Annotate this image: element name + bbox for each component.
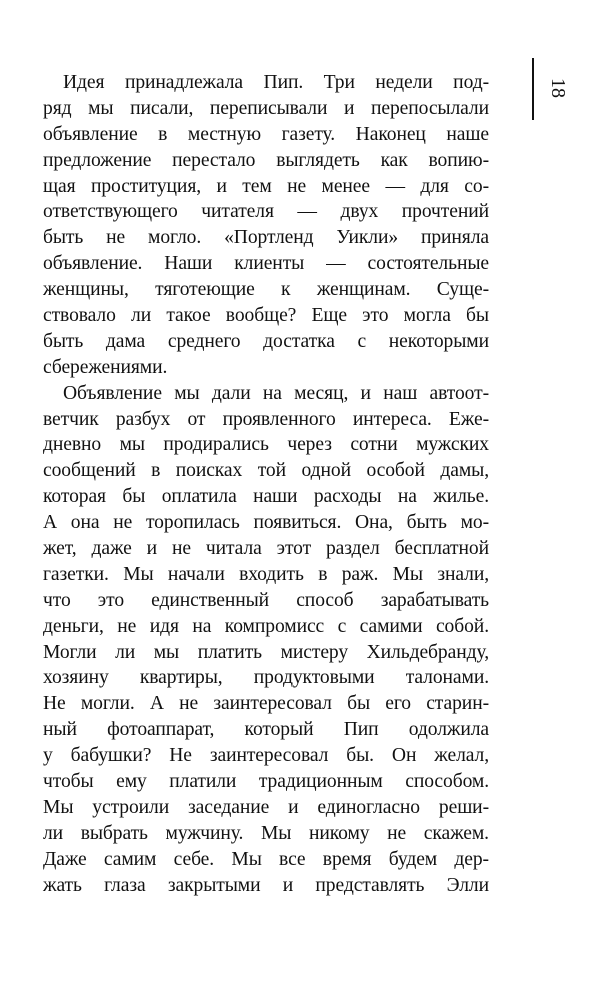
text-line: объявление. Наши клиенты — состоятельные bbox=[43, 253, 489, 275]
text-line: жет, даже и не читала этот раздел бесплатной bbox=[43, 538, 489, 560]
text-line: предложение перестало выглядеть как вопию- bbox=[43, 149, 489, 171]
text-line: женщины, тяготеющие к женщинам. Суще- bbox=[43, 279, 489, 301]
text-line: Идея принадлежала Пип. Три недели под- bbox=[63, 72, 489, 93]
text-line: чтобы ему платили традиционным способом. bbox=[43, 771, 489, 793]
text-line: ный фотоаппарат, который Пип одолжила bbox=[43, 719, 489, 741]
text-line: хозяину квартиры, продуктовыми талонами. bbox=[43, 667, 489, 689]
text-line: щая проституция, и тем не менее — для со- bbox=[43, 175, 489, 197]
text-line: Мы устроили заседание и единогласно реши- bbox=[43, 796, 489, 818]
text-line: быть не могло. «Портленд Уикли» приняла bbox=[43, 227, 489, 249]
text-line: что это единственный способ зарабатывать bbox=[43, 589, 489, 611]
text-line: ветчик разбух от проявленного интереса. Еже- bbox=[43, 408, 489, 430]
text-line: объявление в местную газету. Наконец наше bbox=[43, 123, 489, 145]
text-line: сбережениями. bbox=[43, 356, 168, 378]
text-line: А она не торопилась появиться. Она, быть мо- bbox=[43, 512, 489, 534]
text-line: быть дама среднего достатка с некоторыми bbox=[43, 330, 489, 352]
paragraph-1 bbox=[43, 70, 489, 381]
text-line: деньги, не идя на компромисс с самими собой. bbox=[43, 615, 489, 637]
folio-rule bbox=[532, 58, 534, 120]
text-line: дневно мы продирались через сотни мужских bbox=[43, 434, 489, 456]
text-line: газетки. Мы начали входить в раж. Мы знали, bbox=[43, 563, 489, 585]
text-line: Могли ли мы платить мистеру Хильдебранду, bbox=[43, 641, 489, 663]
text-line: которая бы оплатила наши расходы на жилье. bbox=[43, 486, 489, 508]
text-line: сообщений в поисках той одной особой дамы, bbox=[43, 460, 489, 482]
text-line: Даже самим себе. Мы все время будем дер- bbox=[43, 848, 489, 870]
text-line: ли выбрать мужчину. Мы никому не скажем. bbox=[43, 822, 489, 844]
text-line: ствовало ли такое вообще? Еще это могла бы bbox=[43, 305, 489, 327]
text-line: у бабушки? Не заинтересовал бы. Он желал, bbox=[43, 745, 489, 767]
text-line: ответствующего читателя — двух прочтений bbox=[43, 201, 489, 223]
paragraph-2 bbox=[43, 381, 489, 899]
text-line: Объявление мы дали на месяц, и наш автоот- bbox=[63, 382, 489, 404]
body-text bbox=[43, 70, 489, 899]
text-line: жать глаза закрытыми и представлять Элли bbox=[43, 874, 489, 896]
page-number: 18 bbox=[547, 78, 569, 98]
text-line: Не могли. А не заинтересовал бы его старин- bbox=[43, 693, 489, 715]
text-line: ряд мы писали, переписывали и перепосылали bbox=[43, 97, 489, 119]
